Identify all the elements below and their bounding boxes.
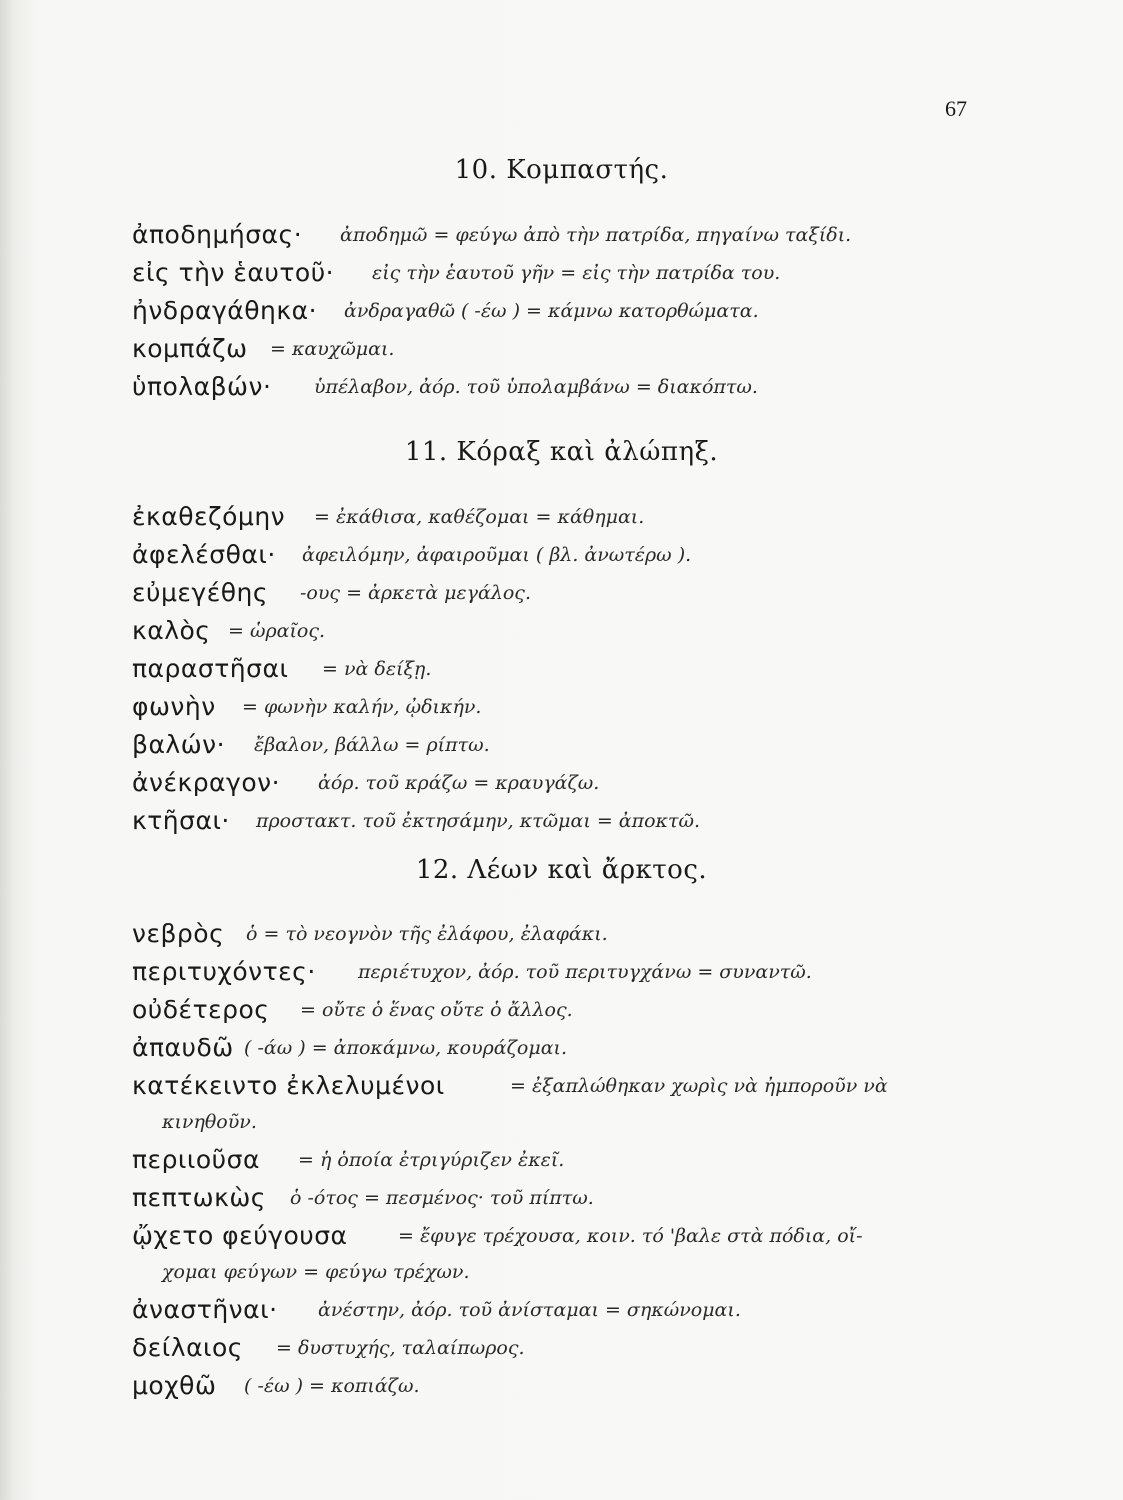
glossary-entry [0,536,1123,574]
glossary-entry [0,1367,1123,1405]
entry-gloss: προστακτ. τοῦ ἐκτησάμην, κτῶμαι = ἀποκτῶ. [256,810,701,832]
entry-gloss: = καυχῶμαι. [270,338,395,360]
entry-lemma: περιτυχόντες· [132,957,316,986]
section-10-entries [0,216,1123,406]
entry-lemma: ἀποδημήσας· [132,220,303,249]
glossary-entry [0,726,1123,764]
glossary-entry [0,1329,1123,1367]
glossary-entry [0,764,1123,802]
entry-gloss: ἀποδημῶ = φεύγω ἀπὸ τὴν πατρίδα, πηγαίνω ταξίδι. [340,224,852,246]
glossary-entry [0,254,1123,292]
glossary-entry [0,953,1123,991]
entry-lemma: ἀνέκραγον· [132,768,281,797]
entry-lemma: εἰς τὴν ἑαυτοῦ· [132,258,335,287]
entry-lemma: περιιοῦσα [132,1145,260,1174]
entry-gloss: ἔβαλον, βάλλω = ρίπτω. [254,734,490,756]
entry-lemma: πεπτωκὼς [132,1183,266,1212]
entry-gloss: = νὰ δείξῃ. [322,658,432,680]
entry-lemma: παραστῆσαι [132,654,289,683]
glossary-entry [0,368,1123,406]
entry-lemma: ᾤχετο φεύγουσα [132,1221,348,1250]
entry-gloss: ἀφειλόμην, ἀφαιροῦμαι ( βλ. ἀνωτέρω ). [302,544,692,566]
section-title-10: 10. Κομπαστής. [454,155,669,185]
entry-gloss: περιέτυχον, ἀόρ. τοῦ περιτυγχάνω = συναντῶ. [358,961,812,983]
glossary-entry [0,1291,1123,1329]
entry-gloss: = ἐξαπλώθηκαν χωρὶς νὰ ἠμποροῦν νὰ [510,1075,888,1097]
entry-gloss-continuation: κινηθοῦν. [162,1111,257,1133]
glossary-entry [0,1141,1123,1179]
glossary-entry [0,1179,1123,1217]
section-11-entries [0,498,1123,840]
glossary-entry [0,498,1123,536]
glossary-entry [0,915,1123,953]
glossary-entry [0,216,1123,254]
entry-gloss: εἰς τὴν ἑαυτοῦ γῆν = εἰς τὴν πατρίδα του. [372,262,781,284]
entry-gloss: ὑπέλαβον, ἀόρ. τοῦ ὑπολαμβάνω = διακόπτω. [314,376,758,398]
entry-lemma: κομπάζω [132,334,248,363]
entry-gloss: = ἡ ὁποία ἐτριγύριζεν ἐκεῖ. [298,1149,565,1171]
entry-lemma: κατέκειντο ἐκλελυμένοι [132,1071,445,1100]
section-12-entries [0,915,1123,1405]
glossary-entry [0,1217,1123,1291]
entry-gloss-continuation: χομαι φεύγων = φεύγω τρέχων. [162,1261,470,1283]
entry-lemma: ὑπολαβών· [132,372,272,401]
entry-gloss: -ους = ἀρκετὰ μεγάλος. [300,582,531,604]
entry-lemma: ἐκαθεζόμην [132,502,286,531]
page-number: 67 [945,96,967,121]
glossary-entry [0,991,1123,1029]
entry-gloss: ( -άω ) = ἀποκάμνω, κουράζομαι. [244,1037,568,1059]
entry-gloss: ( -έω ) = κοπιάζω. [244,1375,420,1397]
entry-lemma: ἠνδραγάθηκα· [132,296,318,325]
entry-gloss: ἀνδραγαθῶ ( -έω ) = κάμνω κατορθώματα. [344,300,759,322]
entry-gloss: = δυστυχής, ταλαίπωρος. [276,1337,525,1359]
entry-lemma: φωνὴν [132,692,216,721]
entry-gloss: ἀνέστην, ἀόρ. τοῦ ἀνίσταμαι = σηκώνομαι. [318,1299,741,1321]
entry-gloss: = ὡραῖος. [228,620,326,642]
entry-lemma: κτῆσαι· [132,806,230,835]
section-title-12: 12. Λέων καὶ ἄρκτος. [415,855,708,885]
entry-gloss: ἀόρ. τοῦ κράζω = κραυγάζω. [318,772,600,794]
entry-lemma: μοχθῶ [132,1371,217,1400]
entry-lemma: εὐμεγέθης [132,578,269,607]
glossary-entry [0,574,1123,612]
glossary-entry [0,1067,1123,1141]
entry-lemma: οὐδέτερος [132,995,270,1024]
entry-gloss: = φωνὴν καλήν, ᾠδικήν. [242,696,482,718]
entry-lemma: βαλών· [132,730,226,759]
entry-lemma: ἀπαυδῶ [132,1033,234,1062]
section-title-11: 11. Κόραξ καὶ ἀλώπηξ. [404,437,719,467]
entry-gloss: = ἔφυγε τρέχουσα, κοιν. τό 'βαλε στὰ πόδια, οἴ- [398,1225,863,1247]
glossary-entry [0,650,1123,688]
glossary-entry [0,330,1123,368]
glossary-entry [0,688,1123,726]
glossary-entry [0,292,1123,330]
entry-lemma: δείλαιος [132,1333,243,1362]
glossary-entry [0,1029,1123,1067]
glossary-entry [0,612,1123,650]
entry-gloss: ὁ = τὸ νεογνὸν τῆς ἐλάφου, ἐλαφάκι. [246,923,608,945]
entry-lemma: νεβρὸς [132,919,225,948]
entry-gloss: = ἐκάθισα, καθέζομαι = κάθημαι. [314,506,645,528]
entry-gloss: = οὔτε ὁ ἕνας οὔτε ὁ ἄλλος. [300,999,573,1021]
entry-gloss: ὁ -ότος = πεσμένος· τοῦ πίπτω. [290,1187,594,1209]
entry-lemma: ἀναστῆναι· [132,1295,278,1324]
glossary-entry [0,802,1123,840]
entry-lemma: καλὸς [132,616,211,645]
entry-lemma: ἀφελέσθαι· [132,540,276,569]
